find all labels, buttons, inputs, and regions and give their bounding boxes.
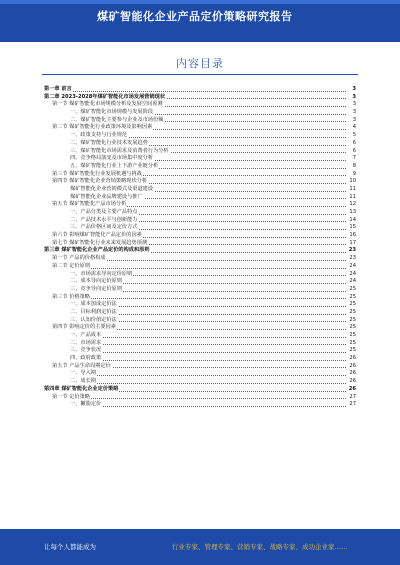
table-of-contents [44, 86, 356, 409]
toc-leader-dots [70, 352, 346, 353]
toc-entry[interactable] [44, 163, 356, 171]
toc-entry-page: 25 [347, 347, 356, 355]
toc-entry-label: 第五节 产品生命周期定价 [52, 362, 111, 369]
toc-entry-label: 一、成本加成定价法 [70, 301, 117, 308]
toc-entry-label: 第一章 前言 [44, 86, 72, 92]
toc-entry-page: 24 [347, 271, 356, 279]
toc-entry-page: 25 [347, 294, 356, 302]
toc-entry-label: 煤矿智能化企业品牌建设与推广 [70, 193, 143, 200]
toc-entry[interactable] [44, 224, 356, 232]
toc-entry-page: 9 [347, 171, 356, 179]
toc-entry[interactable] [44, 370, 356, 378]
footer-slogan-right: 行业专家、管理专家、营销专家、战略专家、成功企业家…… [172, 543, 348, 551]
toc-entry-label: 第四节 煤矿智能化企业营销策略现状分析 [52, 178, 148, 185]
toc-entry-page: 6 [347, 140, 356, 148]
page-title: 内容目录 [176, 57, 224, 70]
toc-entry[interactable] [44, 247, 356, 255]
header-stripe [0, 0, 400, 4]
toc-leader-dots [70, 360, 346, 361]
toc-entry[interactable] [44, 178, 356, 186]
toc-entry-label: 二、煤矿智能化行业技术发展趋势 [70, 139, 148, 146]
toc-entry[interactable] [44, 378, 356, 386]
toc-entry[interactable] [44, 140, 356, 148]
toc-entry-label: 第三章 煤矿智能化企业产品定价的构成和原则 [44, 247, 150, 254]
toc-entry-label: 第二章 2023-2028年煤矿智能化市场发展营销现状 [44, 93, 166, 100]
toc-entry[interactable] [44, 324, 356, 332]
toc-entry[interactable] [44, 86, 356, 94]
toc-entry-label: 四、政府政策 [70, 355, 102, 362]
toc-entry-page: 13 [347, 209, 356, 217]
toc-entry-page: 25 [347, 301, 356, 309]
toc-entry-label: 二、市场需求 [70, 339, 102, 346]
toc-entry-label: 一、产品成本 [70, 332, 102, 338]
toc-entry-page: 12 [347, 201, 356, 209]
toc-entry-label: 三、认知价值定价法 [70, 316, 117, 323]
toc-entry-page: 25 [347, 317, 356, 325]
toc-entry[interactable] [44, 386, 356, 394]
toc-entry-page: 24 [347, 278, 356, 286]
toc-entry-page: 11 [347, 194, 356, 202]
toc-entry-label: 第七节 煤矿智能化行业未来发展趋势预测 [52, 239, 148, 246]
toc-entry-page: 25 [347, 332, 356, 340]
toc-entry-label: 二、目标利润定价法 [70, 308, 117, 315]
toc-entry-label: 三、煤矿智能化市场需求及消费者行为分析 [70, 147, 169, 154]
toc-entry-page: 3 [347, 101, 356, 109]
footer-banner [0, 529, 400, 565]
title-divider [42, 74, 358, 75]
toc-entry[interactable] [44, 286, 356, 294]
toc-entry-page: 3 [347, 109, 356, 117]
toc-entry-label: 五、煤矿智能化行业上下游产业链分析 [70, 162, 159, 169]
toc-entry[interactable] [44, 347, 356, 355]
toc-entry-page: 26 [347, 370, 356, 378]
toc-entry-label: 一、市场需求导向定价原则 [70, 270, 133, 277]
toc-entry-page: 5 [347, 132, 356, 140]
toc-entry[interactable] [44, 132, 356, 140]
toc-entry-page: 23 [348, 247, 356, 254]
toc-entry-page: 8 [347, 163, 356, 171]
toc-entry[interactable] [44, 309, 356, 317]
toc-entry[interactable] [44, 209, 356, 217]
report-title: 煤矿智能化企业产品定价策略研究报告 [97, 10, 293, 23]
toc-entry-page: 11 [347, 186, 356, 194]
toc-entry[interactable] [44, 186, 356, 194]
toc-leader-dots [44, 91, 346, 92]
toc-entry-page: 25 [347, 309, 356, 317]
toc-entry[interactable] [44, 232, 356, 240]
toc-entry-page: 26 [347, 363, 356, 371]
toc-entry[interactable] [44, 278, 356, 286]
toc-entry[interactable] [44, 301, 356, 309]
toc-entry-page: 17 [347, 240, 356, 248]
toc-entry-page: 27 [347, 394, 356, 402]
toc-entry-page: 16 [347, 232, 356, 240]
toc-entry-label: 四、竞争格局演变及市场集中度分析 [70, 155, 154, 162]
toc-entry[interactable] [44, 201, 356, 209]
toc-entry-page: 25 [347, 324, 356, 332]
toc-entry-label: 二、成本导向定价原则 [70, 278, 122, 285]
toc-entry[interactable] [44, 355, 356, 363]
toc-entry-label: 一、导入期 [70, 370, 96, 377]
toc-entry-page: 10 [347, 178, 356, 186]
toc-entry[interactable] [44, 401, 356, 409]
toc-leader-dots [70, 383, 346, 384]
toc-leader-dots [70, 375, 346, 376]
toc-entry[interactable] [44, 109, 356, 117]
toc-entry-label: 三、产品价格区间及定价方式 [70, 224, 138, 231]
footer-slogan-left: 让每个人都能成为 [44, 543, 96, 551]
toc-entry-page: 3 [347, 117, 356, 125]
toc-entry-label: 一、产品分类及主要产品特点 [70, 209, 138, 215]
toc-entry-label: 第六节 影响煤矿智能化产品定价的因素 [52, 232, 142, 239]
toc-entry-label: 第二节 煤矿智能化行业政策环境及影响因素 [52, 124, 153, 131]
toc-leader-dots [52, 268, 346, 269]
toc-entry-page: 4 [347, 124, 356, 132]
toc-entry-page: 27 [347, 401, 356, 409]
toc-entry-label: 第一节 定价策略 [52, 393, 90, 400]
toc-entry-label: 第四节 影响定价的主要因素 [52, 324, 116, 331]
toc-entry-label: 三、竞争状况 [70, 347, 102, 354]
toc-entry-label: 一、煤矿智能化市场规模与发展阶段 [70, 109, 154, 116]
toc-entry-page: 6 [347, 148, 356, 156]
toc-leader-dots [70, 406, 346, 407]
toc-entry-label: 第二节 定价原则 [52, 262, 90, 269]
toc-leader-dots [70, 344, 346, 345]
toc-entry-label: 第一节 煤矿智能化市场规模分析及发展空间预测 [52, 101, 163, 108]
toc-entry-page: 25 [347, 286, 356, 294]
header-banner [0, 0, 400, 42]
toc-entry-page: 23 [347, 255, 356, 263]
toc-entry-page: 24 [347, 263, 356, 271]
toc-entry-page: 25 [347, 340, 356, 348]
toc-entry-label: 第三节 价格策略 [52, 293, 90, 300]
toc-entry-page: 7 [347, 155, 356, 163]
toc-entry-label: 二、产品技术水平与创新能力 [70, 216, 138, 223]
toc-entry[interactable] [44, 101, 356, 109]
toc-entry-label: 煤矿智能化企业营销模式及渠道建设 [70, 185, 154, 192]
toc-entry-label: 第三节 煤矿智能化行业发展机遇与挑战 [52, 170, 142, 177]
toc-entry-page: 26 [347, 355, 356, 363]
toc-entry-label: 二、煤矿智能化主要参与企业及市场份额 [70, 116, 164, 123]
toc-entry[interactable] [44, 124, 356, 132]
toc-entry-page: 26 [347, 378, 356, 386]
toc-entry[interactable] [44, 263, 356, 271]
toc-entry-page: 3 [347, 94, 356, 102]
toc-entry-label: 三、竞争导向定价原则 [70, 285, 122, 292]
toc-leader-dots [52, 398, 346, 399]
toc-entry-label: 一、撇脂定价 [70, 401, 102, 408]
toc-entry[interactable] [44, 155, 356, 163]
toc-entry-label: 一、政策支持与行业规范 [70, 132, 128, 139]
toc-entry-label: 第五节 煤矿智能化产品市场分析 [52, 201, 127, 208]
toc-entry-page: 3 [347, 86, 356, 94]
toc-entry-label: 二、成长期 [70, 378, 96, 385]
toc-leader-dots [70, 337, 346, 338]
toc-entry-label: 第一节 产品的价格构成 [52, 255, 106, 262]
toc-entry-page: 15 [347, 224, 356, 232]
toc-entry-label: 第四章 煤矿智能化企业定价策略 [44, 385, 119, 392]
toc-entry[interactable] [44, 255, 356, 263]
toc-leader-dots [52, 298, 346, 299]
toc-entry-page: 14 [347, 217, 356, 225]
toc-entry-page: 26 [348, 385, 356, 392]
toc-entry[interactable] [44, 332, 356, 340]
